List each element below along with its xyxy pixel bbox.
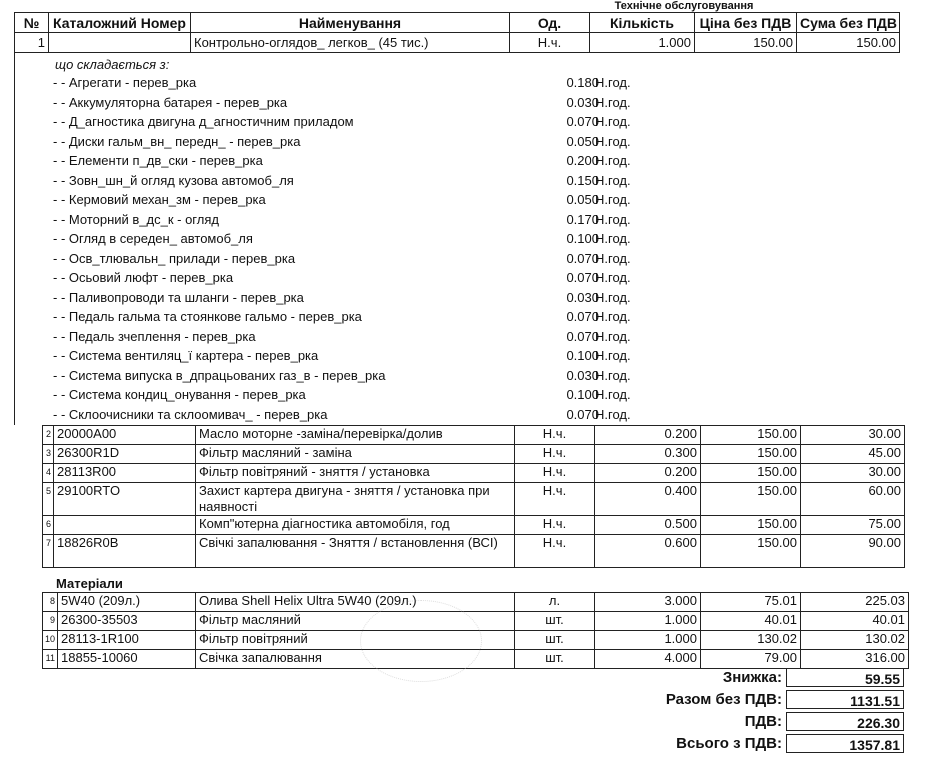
quantity: 0.200 [595,426,701,445]
component-name: - - Кермовий механ_зм - перев_рка [53,192,266,207]
component-name: - - Огляд в середен_ автомоб_ля [53,231,253,246]
sum: 90.00 [801,535,905,568]
unit: Н.ч. [510,33,590,53]
component-unit: Н.год. [595,348,631,363]
list-item [15,268,900,287]
unit: шт. [515,612,595,631]
list-item [15,112,900,131]
row-number: 1 [15,33,49,53]
unit: л. [515,593,595,612]
quantity: 1.000 [595,631,701,650]
row-number: 6 [43,516,54,535]
component-quantity: 0.070 [566,328,599,344]
component-unit: Н.год. [595,289,631,305]
component-name: - - Елементи п_дв_ски - перев_рка [53,153,263,168]
item-name: Захист картера двигуна - зняття / установка при наявності [196,483,515,516]
quantity: 0.300 [595,445,701,464]
list-item [15,93,900,112]
component-quantity: 0.030 [566,367,599,383]
col-qty-header: Кількість [590,13,695,33]
table-row [43,516,905,535]
col-no-header: № [15,13,49,33]
price: 150.00 [701,516,801,535]
header-row [15,13,900,33]
col-name-header: Найменування [191,13,510,33]
list-item [15,327,900,346]
sum: 40.01 [801,612,909,631]
item-name: Свічкі запалювання - Зняття / встановлення (ВСІ) [196,535,515,568]
component-name: - - Агрегати - перев_рка [53,75,197,90]
component-name: - - Склоочисники та склоомивач_ - перев_рка [53,406,328,422]
components-header: що складається з: [55,57,170,72]
list-item [15,307,900,326]
component-quantity: 0.100 [566,231,599,246]
materials-label: Матеріали [56,576,123,591]
row-number: 8 [43,593,58,612]
catalog-number [49,33,191,53]
component-name: - - Педаль зчеплення - перев_рка [53,328,256,344]
item-name: Свічка запалювання [196,650,515,669]
unit: Н.ч. [515,445,595,464]
component-unit: Н.год. [595,153,631,168]
component-unit: Н.год. [595,192,631,207]
row-number: 10 [43,631,58,650]
unit: шт. [515,631,595,650]
component-name: - - Д_агностика двигуна д_агностичним приладом [53,114,354,129]
item-name: Фільтр масляний - заміна [196,445,515,464]
quantity: 0.600 [595,535,701,568]
component-name: - - Осьовий люфт - перев_рка [53,270,234,285]
component-unit: Н.год. [595,367,631,383]
col-unit-header: Од. [510,13,590,33]
table-row [43,535,905,568]
component-name: - - Аккумуляторна батарея - перев_рка [53,94,288,110]
table-row [43,464,905,483]
component-name: - - Педаль гальма та стоянкове гальмо - перев_рка [53,309,362,324]
sum: 30.00 [801,426,905,445]
unit: Н.ч. [515,426,595,445]
catalog-number: 5W40 (209л.) [58,593,196,612]
list-item [15,151,900,170]
component-quantity: 0.070 [566,270,599,285]
component-unit: Н.год. [595,387,631,402]
quantity: 0.200 [595,464,701,483]
vat-label: ПДВ: [744,713,782,730]
col-catalog-header: Каталожний Номер [49,13,191,33]
item-name: Фільтр масляний [196,612,515,631]
component-name: - - Осв_тлювальн_ прилади - перев_рка [53,250,296,266]
row-number: 5 [43,483,54,516]
quantity: 1.000 [590,33,695,53]
unit: шт. [515,650,595,669]
component-quantity: 0.150 [566,172,599,188]
component-unit: Н.год. [595,114,631,129]
works-table [42,425,905,568]
vat-row [0,712,925,732]
total-value: 1357.81 [786,734,904,753]
component-quantity: 0.070 [566,309,599,324]
sum: 75.00 [801,516,905,535]
row-number: 3 [43,445,54,464]
component-quantity: 0.050 [566,192,599,207]
component-name: - - Система вентиляц_ї картера - перев_рка [53,348,319,363]
subtotal-value: 1131.51 [786,690,904,709]
col-sum-header: Сума без ПДВ [797,13,900,33]
unit: Н.ч. [515,483,595,516]
sum: 225.03 [801,593,909,612]
col-price-header: Ціна без ПДВ [695,13,797,33]
list-item [15,288,900,307]
catalog-number: 26300R1D [54,445,196,464]
component-quantity: 0.030 [566,94,599,110]
component-unit: Н.год. [595,270,631,285]
unit: Н.ч. [515,516,595,535]
component-quantity: 0.170 [566,211,599,227]
component-unit: Н.год. [595,406,631,422]
component-quantity: 0.100 [566,348,599,363]
catalog-number: 29100RTO [54,483,196,516]
list-item [15,405,900,424]
price: 150.00 [695,33,797,53]
component-unit: Н.год. [595,133,631,149]
table-row [43,445,905,464]
price: 150.00 [701,426,801,445]
price: 130.02 [701,631,801,650]
list-item [15,346,900,365]
component-unit: Н.год. [595,231,631,246]
component-quantity: 0.070 [566,250,599,266]
catalog-number: 18826R0B [54,535,196,568]
row-number: 11 [43,650,58,669]
sum: 60.00 [801,483,905,516]
item-name: Масло моторне -заміна/перевірка/долив [196,426,515,445]
total-row [0,734,925,754]
list-item [15,171,900,190]
item-name: Контрольно-оглядов_ легков_ (45 тис.) [191,33,510,53]
subtotal-label: Разом без ПДВ: [665,691,782,708]
components-list [14,53,900,425]
vat-value: 226.30 [786,712,904,731]
price: 75.01 [701,593,801,612]
table-row [43,483,905,516]
catalog-number: 18855-10060 [58,650,196,669]
table-row [15,33,900,53]
component-unit: Н.год. [595,211,631,227]
list-item [15,229,900,248]
quantity: 3.000 [595,593,701,612]
component-unit: Н.год. [595,309,631,324]
list-item [15,73,900,92]
unit: Н.ч. [515,464,595,483]
component-name: - - Моторний в_дс_к - огляд [53,211,219,227]
sum: 30.00 [801,464,905,483]
total-label: Всього з ПДВ: [676,735,782,752]
quantity: 4.000 [595,650,701,669]
component-quantity: 0.030 [566,289,599,305]
catalog-number: 20000A00 [54,426,196,445]
subtotal-row [0,690,925,710]
catalog-number: 28113R00 [54,464,196,483]
sum: 130.02 [801,631,909,650]
discount-row [0,668,925,688]
component-quantity: 0.100 [566,387,599,402]
list-item [15,132,900,151]
component-unit: Н.год. [595,250,631,266]
list-item [15,190,900,209]
component-quantity: 0.050 [566,133,599,149]
price: 40.01 [701,612,801,631]
component-quantity: 0.200 [566,153,599,168]
row-number: 7 [43,535,54,568]
component-name: - - Диски гальм_вн_ передн_ - перев_рка [53,133,301,149]
unit: Н.ч. [515,535,595,568]
row-number: 4 [43,464,54,483]
row-number: 2 [43,426,54,445]
list-item [15,210,900,229]
discount-value: 59.55 [786,668,904,687]
component-quantity: 0.070 [566,114,599,129]
sum: 316.00 [801,650,909,669]
item-name: Комп"ютерна діагностика автомобіля, год [196,516,515,535]
quantity: 1.000 [595,612,701,631]
price: 150.00 [701,445,801,464]
item-name: Фільтр повітряний [196,631,515,650]
row-number: 9 [43,612,58,631]
table-row [43,593,909,612]
component-quantity: 0.070 [566,406,599,422]
catalog-number: 28113-1R100 [58,631,196,650]
component-name: - - Зовн_шн_й огляд кузова автомоб_ля [53,172,294,188]
document-title: Технічне обслуговування [614,0,754,12]
component-name: - - Система випуска в_дпрацьованих газ_в - перев_рка [53,367,386,383]
component-unit: Н.год. [595,94,631,110]
component-name: - - Паливопроводи та шланги - перев_рка [53,289,304,305]
sum: 45.00 [801,445,905,464]
component-unit: Н.год. [595,328,631,344]
list-item [15,249,900,268]
component-unit: Н.год. [595,172,631,188]
price: 150.00 [701,483,801,516]
component-quantity: 0.180 [566,75,599,90]
price: 150.00 [701,535,801,568]
quantity: 0.400 [595,483,701,516]
quantity: 0.500 [595,516,701,535]
catalog-number [54,516,196,535]
component-unit: Н.год. [595,75,631,90]
item-name: Олива Shell Helix Ultra 5W40 (209л.) [196,593,515,612]
component-name: - - Система кондиц_онування - перев_рка [53,387,306,402]
header-table [14,12,900,53]
sum: 150.00 [797,33,900,53]
item-name: Фільтр повітряний - зняття / установка [196,464,515,483]
price: 150.00 [701,464,801,483]
discount-label: Знижка: [722,669,782,686]
price: 79.00 [701,650,801,669]
list-item [15,366,900,385]
table-row [43,426,905,445]
catalog-number: 26300-35503 [58,612,196,631]
list-item [15,385,900,404]
